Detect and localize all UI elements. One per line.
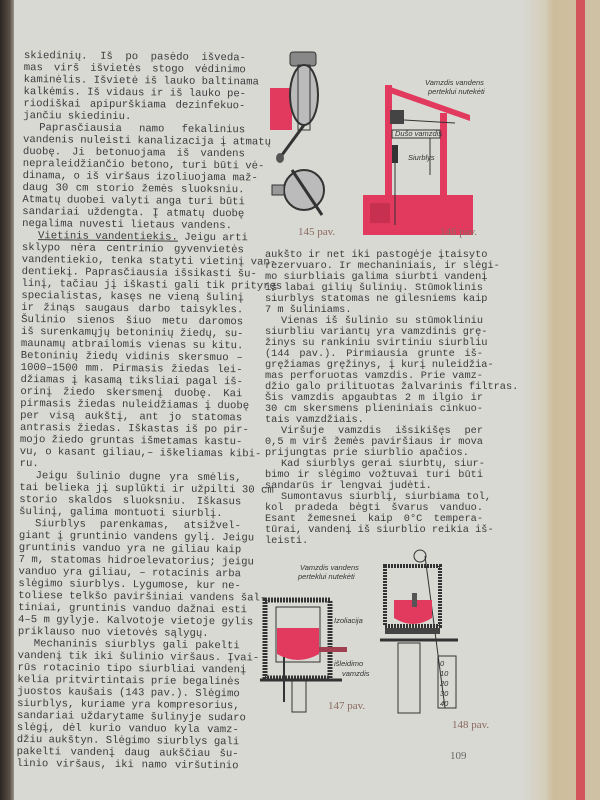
text-line: rezervuaro. Ir mechaniniais, ir slėgi- (265, 260, 500, 272)
text-line: 0,5 m virš žemės paviršiaus ir mova (265, 436, 483, 448)
text-line: orinį žiedo skersmenį duobę. Kai (20, 385, 243, 401)
text-line: vandenį tik iki šulinio viršaus. Įvai- (17, 649, 260, 665)
text-line: sandariai uždengta. Į atmatų duobę (22, 205, 245, 221)
section-heading: Vietinis vandentiekis. (37, 230, 178, 244)
text-line: kaminėlis. Išvietė iš lauko baltinama (23, 73, 259, 89)
text-line: Jeigu šulinio dugne yra smėlis, (35, 470, 242, 485)
right-text-column (265, 249, 519, 547)
label-pump: Siurblys (408, 153, 435, 162)
text-line: mo siurbliais galima siurbti vandenį (265, 271, 488, 283)
text-line: mas virš išvietės stogo vėdinimo (23, 61, 246, 77)
text-line: specialistas, kasęs ne vieną šulinį (21, 289, 244, 305)
label-shower-pipe: Dušo vamzdis (395, 129, 443, 138)
scale-tick-label: 0 (440, 659, 445, 668)
text-line: riodiškai apipurškiama dezinfekuo- (23, 97, 246, 113)
text-line: Atmatų duobei valyti anga turi būti (22, 193, 245, 209)
text-line: tūrai, vandenį iš siurblio reikia iš- (265, 524, 494, 536)
figure-145-hand-pump (262, 40, 352, 230)
text-line: tai belieka jį suplūkti ir užpilti 30 cm (19, 481, 274, 497)
label-overflow-pipe-2: perteklui nutekėti (298, 572, 355, 581)
text-line: šulinį, galima montuoti siurblį. (19, 505, 223, 521)
text-line: Sumontavus siurblį, siurbiama tol, (281, 491, 492, 503)
text-line: tais vamzdžiais. (265, 414, 364, 426)
text-line: linį, tačiau jį iškasti gali tik prityręs (21, 277, 283, 293)
text-line: kalkėmis. Iš vidaus ir iš lauko pe- (23, 85, 247, 101)
text-line: Paprasčiausia namo fekalinius (39, 122, 246, 137)
text-line: storio skaldos sluoksniu. Iškasus (19, 493, 242, 509)
text-line: džiu aukštyn. Slėgimo siurblys gali (16, 733, 240, 749)
text-line: džio galo prilituotas žalvarinis filtras. (265, 381, 519, 393)
text-line: daug 30 cm storio žemės sluoksniu. (22, 181, 245, 197)
text-line: 7 m šuliniams. (265, 304, 352, 316)
book-cover-edge (522, 0, 600, 800)
label-overflow-pipe: Vamzdis vandens (300, 563, 359, 572)
scale-tick-label: 40 (440, 699, 449, 708)
text-line: siurbliu variantų yra vamzdinis grę- (265, 326, 488, 338)
text-line: 7 m, statomas hidroelevatorius; jeigu (18, 553, 254, 569)
text-line: aukšto ir net iki pastogėje įtaisyto (265, 249, 488, 261)
text-line: Esant žemesnei kaip 0°C tempera- (265, 513, 483, 525)
figure-148-float-tank (380, 548, 470, 718)
scale-tick-label: 30 (440, 689, 449, 698)
text-line: vandenis nuleisti kanalizacija į atmatų (22, 133, 272, 149)
text-line: Betoninių žiedų vidinis skersmuo – (20, 349, 243, 365)
figure-146-shower-diagram (360, 75, 520, 230)
text-line: ir žinąs saugaus darbo taisykles. (21, 301, 244, 317)
label-insulation: Izoliacija (334, 616, 363, 625)
text-line: 30 cm skersmens plieniniais cinkuo- (265, 403, 483, 415)
figure-147-caption: 147 pav. (328, 700, 366, 712)
text-line: rūs rotacinio tipo siurbliai vandenį (17, 661, 247, 677)
scale-tick-label: 20 (440, 679, 449, 688)
text-line: Šulinio sienos šiuo metu daromos (21, 313, 244, 329)
text-line: giant į gruntinio vandens gylį. Jeigu (18, 529, 255, 545)
water-level-scale (439, 659, 449, 708)
text-line: linio viršaus, iki namo viršutinio (16, 757, 239, 773)
text-line: iš labai gilių šulinių. Stūmoklinis (265, 282, 483, 294)
text-line: bimo ir slėgimo vožtuvai turi būti (265, 469, 483, 481)
text-line: nepraleidžiančio betono, turi būti vė- (22, 157, 265, 173)
text-line: juostos kaušais (143 pav.). Slėgimo (17, 685, 240, 701)
label-overflow-pipe: Vamzdis vandens (425, 78, 484, 87)
text-line: vanduo yra giliau, – rotacinis arba (18, 565, 242, 581)
text-line: (144 pav.). Pirmiausia grunte iš- (265, 348, 483, 360)
text-line: vu, o kasant giliau,– iškeliamas kibi- (19, 445, 262, 461)
text-line: slėgį, dėl kurio vanduo kyla vamz- (16, 721, 239, 737)
text-line: skiedinių. Iš po pasėdo išveda- (23, 50, 246, 65)
scale-tick-label: 10 (440, 669, 449, 678)
text-line: per visą aukštį, ant jo statomas (20, 409, 243, 425)
text-line: sandarūs ir lengvai judėti. (265, 480, 432, 492)
text-line: Mechaninis siurblys gali pakelti (33, 638, 240, 653)
text-line: pakelti vandenį daug aukščiau šu- (16, 745, 239, 761)
text-line: Kad siurblys gerai siurbtų, siur- (281, 458, 485, 470)
text-line: pirmasis žiedas nuleidžiamas į duobę (20, 397, 250, 413)
text-line: mojo žiedo gruntas išmetamas kastu- (19, 433, 243, 449)
text-line: gręžiamas gręžinys, į kurį nuleidžia- (265, 359, 494, 371)
text-line: gruntinis vanduo yra ne giliau kaip (18, 541, 242, 557)
text-line: prijungtas prie siurblio apačios. (265, 447, 469, 459)
text-line: Siurblys parenkamas, atsižvel- (34, 518, 242, 533)
figure-148-caption: 148 pav. (452, 719, 490, 731)
pump-handle-red (270, 88, 292, 130)
text-line: jančiu skiediniu. (23, 109, 132, 124)
label-overflow-pipe-2: perteklui nutekėti (428, 87, 485, 96)
text-line-rest: Jeigu arti (177, 231, 248, 245)
book-spine (0, 0, 14, 800)
text-line: dentiekį. Paprasčiausia išsikasti šu- (21, 265, 257, 281)
label-drain: išleidimo (334, 659, 364, 668)
label-drain-2: vamzdis (342, 669, 370, 678)
figure-146-caption: 146 pav. (440, 226, 478, 238)
text-line: antrasis žiedas. Iškastas iš po pir- (19, 421, 249, 437)
figure-145-caption: 145 pav. (298, 226, 336, 238)
text-line: Vienas iš šulinio su stūmokliniu (281, 315, 483, 327)
text-line: sandariai uždarytame šulinyje sudaro (16, 709, 246, 725)
left-text-column (16, 50, 283, 773)
text-line: ru. (19, 457, 39, 471)
text-line: dinama, o iš viršaus izoliuojama maž- (22, 169, 258, 185)
text-line: siurblys statomas ne gilesniems kaip (265, 293, 488, 305)
text-line: priklauso nuo vietovės sąlygų. (17, 625, 209, 640)
text-line: leisti. (265, 535, 309, 547)
text-line: slėgimo siurblys. Lygumose, kur ne- (18, 577, 241, 593)
text-line: tiniai, gruntinis vanduo dažnai esti (18, 601, 248, 617)
text-line: iš surenkamųjų betoninių žiedų, su- (20, 325, 244, 341)
cover-stripe (576, 0, 585, 800)
text-line: 4–5 m gylyje. Kalvotoje vietoje gylis (17, 613, 254, 629)
text-line: maunamų atbrailomis vienas su kitu. (20, 337, 244, 353)
text-line: mas perforuotas vamzdis. Prie vamz- (265, 370, 483, 382)
text-line: vandentiekio, tenka statyti vietinį van- (21, 253, 277, 269)
text-line: žinys su rankiniu svirtiniu siurbliu (265, 337, 488, 349)
text-line: siurblys, kuriame yra kompresorius, (17, 697, 240, 713)
page-number: 109 (450, 750, 467, 762)
text-line: kol pradeda bėgti švarus vanduo. (265, 502, 483, 514)
text-line: 1000–1500 mm. Pirmasis žiedas lei- (20, 361, 243, 377)
text-line: džiamas į kasamą tiksliai pagal iš- (20, 373, 244, 389)
text-line: Šis vamzdis apgaubtas 2 m ilgio ir (265, 392, 483, 404)
text-line: kelia pritvirtintais prie begalinės (17, 673, 240, 689)
figure-147-water-tank (260, 562, 380, 712)
text-line: Viršuje vamzdis išsikišęs per (281, 425, 483, 437)
text-line: duobę. Ji betonuojama iš vandens (22, 145, 245, 161)
text-line: sklypo nėra centrinio gyvenvietės (21, 241, 244, 257)
text-line: negalima nuvesti lietaus vandens. (22, 217, 233, 233)
text-line: toliese telkšo paviršiniai vandens šal- (18, 589, 267, 605)
